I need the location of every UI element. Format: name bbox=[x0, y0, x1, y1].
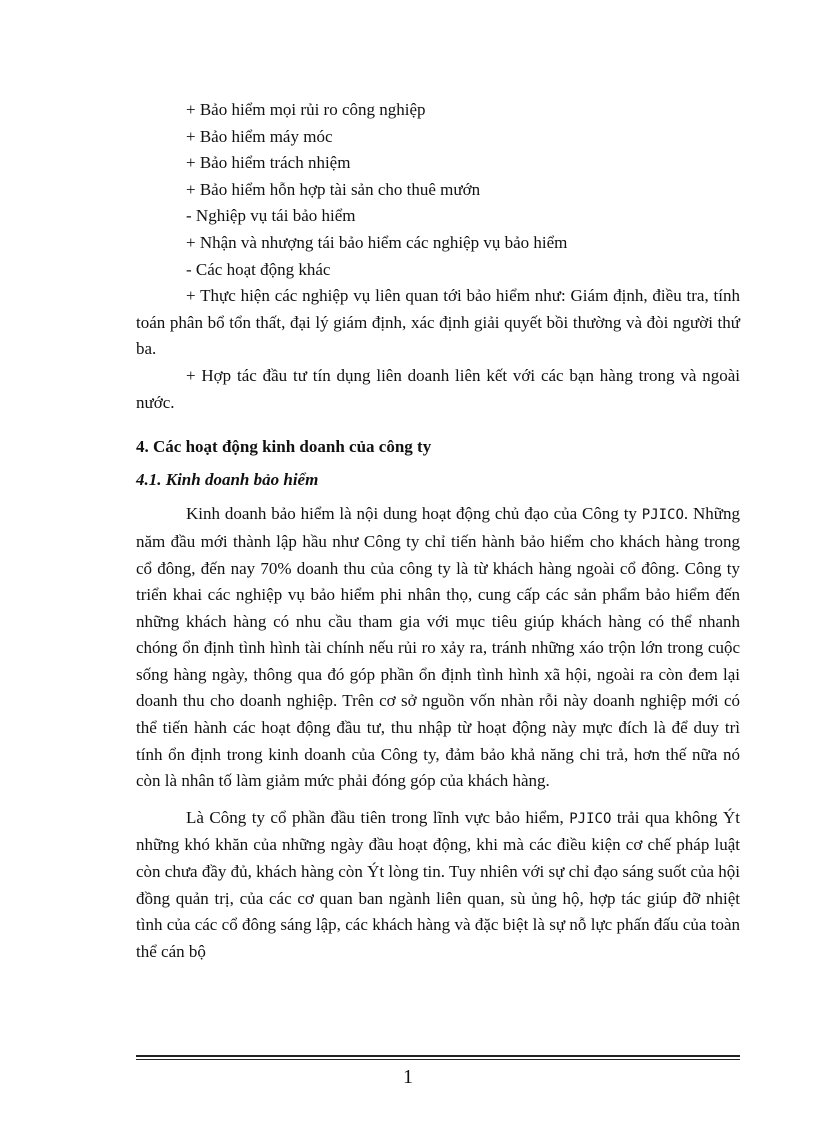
footer-rule bbox=[136, 1055, 740, 1057]
subsection-heading: 4.1. Kinh doanh bảo hiểm bbox=[136, 469, 319, 489]
section-heading: 4. Các hoạt động kinh doanh của công ty bbox=[136, 437, 432, 457]
company-name: PJICO bbox=[569, 810, 612, 827]
paragraph-text: . Những năm đầu mới thành lập hầu như Công ty chỉ tiến hành bảo hiểm cho khách hàng trong cổ đông, đến nay 70% doanh thu của công ty là từ khách hàng ngoài cổ đông. Công ty triển khai các nghiệp vụ bảo hiểm phi nhân thọ, cung cấp các sản phẩm bảo hiểm đến những khách hàng có nhu cầu tham gia với mục tiêu giúp khách hàng có thể nhanh chóng ổn định tình hình tài chính nếu rủi ro xảy ra, tránh những xáo trộn lớn trong cuộc sống hàng ngày, thông qua đó góp phần ổn định tình hình xã hội, ngoài ra còn đem lại doanh thu cho doanh nghiệp. Trên cơ sở nguồn vốn nhàn rỗi này doanh nghiệp mới có thể tiến hành các hoạt động đầu tư, thu nhập từ hoạt động này mực đích là để duy trì tính ổn định trong kinh doanh của Công ty, đảm bảo khả năng chi trả, hơn thế nữa nó còn là nhân tố làm giảm mức phải đóng góp của khách hàng. bbox=[136, 504, 740, 791]
list-item: - Nghiệp vụ tái bảo hiểm bbox=[186, 206, 356, 226]
list-item: + Bảo hiểm máy móc bbox=[186, 126, 333, 146]
list-item: + Nhận và nhượng tái bảo hiểm các nghiệp vụ bảo hiểm bbox=[186, 232, 568, 252]
paragraph-text: Là Công ty cổ phần đầu tiên trong lĩnh vực bảo hiểm, bbox=[186, 807, 570, 827]
page-content bbox=[136, 97, 740, 965]
list-item: + Bảo hiểm mọi rủi ro công nghiệp bbox=[186, 100, 426, 119]
list-item: + Bảo hiểm hỗn hợp tài sản cho thuê mướn bbox=[186, 179, 481, 199]
paragraph-text: trải qua không Ýt những khó khăn của những ngày đầu hoạt động, khi mà các điều kiện cơ chế pháp luật còn chưa đầy đủ, khách hàng còn Ýt lòng tin. Tuy nhiên với sự chỉ đạo sáng suốt của hội đồng quản trị, của các cơ quan ban ngành liên quan, sù ủng hộ, hợp tác giúp đỡ nhiệt tình của các cổ đông sáng lập, các khách hàng và đặc biệt là sự nỗ lực phấn đấu của toàn thể cán bộ bbox=[136, 807, 740, 961]
page-number: 1 bbox=[403, 1066, 413, 1088]
list-item: + Bảo hiểm trách nhiệm bbox=[186, 153, 351, 173]
list-item-services: + Thực hiện các nghiệp vụ liên quan tới bảo hiểm như: Giám định, điều tra, tính toán phân bổ tổn thất, đại lý giám định, xác định giải quyết bồi thường và đòi người thứ ba. bbox=[136, 286, 740, 359]
footer-rule bbox=[136, 1059, 740, 1060]
list-item-cooperation: + Hợp tác đầu tư tín dụng liên doanh liên kết với các bạn hàng trong và ngoài nước. bbox=[136, 365, 740, 412]
list-item: - Các hoạt động khác bbox=[186, 259, 331, 279]
paragraph-text: Kinh doanh bảo hiểm là nội dung hoạt động chủ đạo của Công ty bbox=[186, 504, 642, 524]
body-paragraph bbox=[136, 501, 740, 795]
company-name: PJICO bbox=[641, 507, 684, 524]
body-paragraph bbox=[136, 805, 740, 966]
